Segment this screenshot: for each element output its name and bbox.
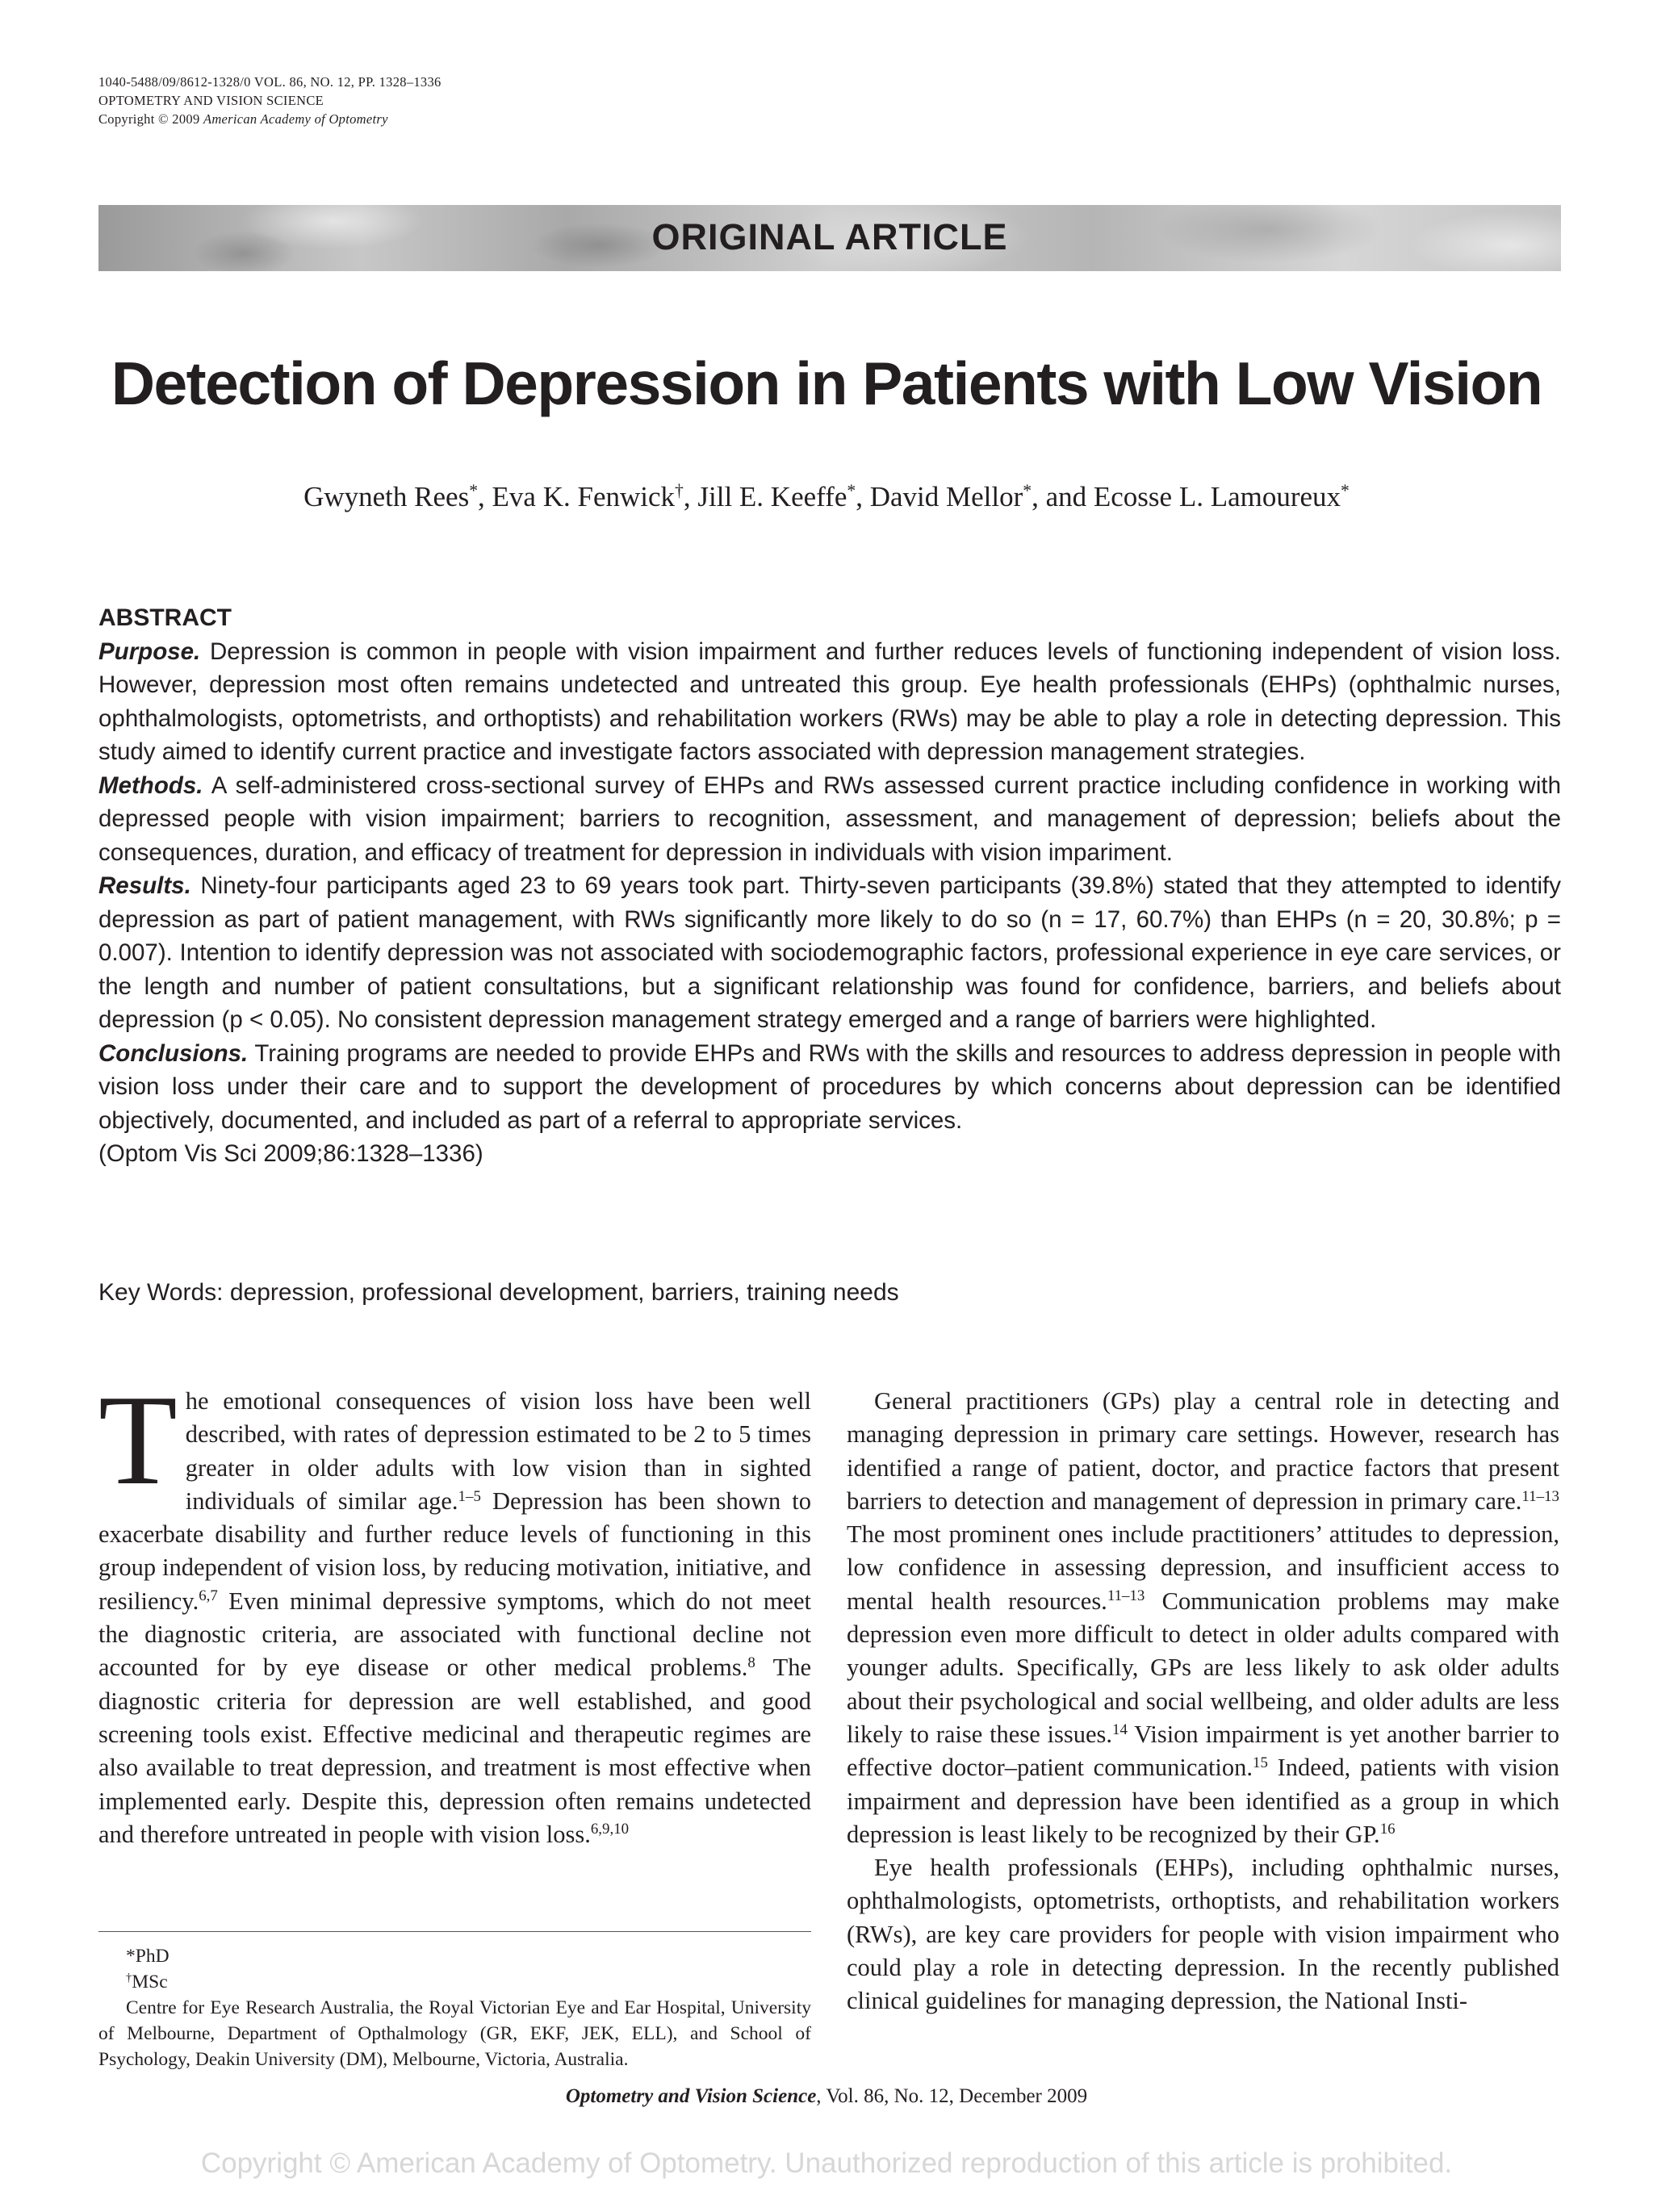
author-name: Gwyneth Rees [303, 481, 470, 512]
body-text: he emotional consequences of vision loss have been well described, with rates of depression estimated to be 2 to 5 times greater in older adults with low vision than in sighted individuals of similar age. [185, 1387, 811, 1515]
conclusions-text: Training programs are needed to provide EHPs and RWs with the skills and resources to address depression in people with vision loss under their care and to support the development of procedures by which concerns about depression can be identified objectively, documented, and included as part of a referral to appropriate services. [98, 1039, 1561, 1134]
citation-ref: 11–13 [1107, 1587, 1145, 1605]
author-separator: , [856, 481, 870, 512]
journal-header [98, 73, 441, 128]
body-text: The most prominent ones include practitioners’ attitudes to depression, low confidence in assessing depression, and insufficient access to mental health resources. [847, 1520, 1559, 1615]
citation-ref: 15 [1253, 1754, 1268, 1771]
author-name: Eva K. Fenwick [492, 481, 676, 512]
purpose-label: Purpose. [98, 638, 201, 665]
author-name: Jill E. Keeffe [697, 481, 847, 512]
author-separator: , [478, 481, 492, 512]
author-separator: , [683, 481, 698, 512]
author-list [0, 481, 1653, 513]
citation-ref: 14 [1112, 1721, 1128, 1738]
body-column-left [98, 1368, 811, 1851]
conclusions-label: Conclusions. [98, 1039, 249, 1067]
results-text: Ninety-four participants aged 23 to 69 years took part. Thirty-seven participants (39.8%) stated that they attempted to identify depression as part of patient management, with RWs significantly more likely to do so (n = 17, 60.7%) than EHPs (n = 20, 30.8%; p = 0.007). Intention to identify depression was not associated with sociodemographic factors, professional experience in eye care services, or the length and number of patient consultations, but a significant relationship was found for confidence, barriers, and beliefs about depression (p < 0.05). No consistent depression management strategy emerged and a range of barriers were highlighted. [98, 872, 1561, 1033]
journal-name-line: OPTOMETRY AND VISION SCIENCE [98, 93, 324, 108]
footer-journal: Optometry and Vision Science [565, 2085, 817, 2107]
footnote-text: MSc [132, 1972, 168, 1992]
body-text: Communication problems may make depression even more difficult to detect in older adults compared with younger adults. Specifically, GPs are less likely to ask older adults about their psychological and social wellbeing, and older adults are less likely to raise these issues. [847, 1587, 1559, 1748]
author-affiliation-mark: * [469, 481, 479, 501]
article-type-label: ORIGINAL ARTICLE [651, 216, 1008, 257]
methods-label: Methods. [98, 771, 203, 799]
body-text: Indeed, patients with vision impairment and depression have been identified as a group in which depression is least likely to be recognized by their GP. [847, 1754, 1559, 1848]
citation-ref: 8 [747, 1654, 755, 1671]
issn-line: 1040-5488/09/8612-1328/0 VOL. 86, NO. 12, PP. 1328–1336 [98, 74, 441, 90]
footnote-degree: *PhD [126, 1946, 169, 1967]
citation-ref: 6,7 [199, 1587, 218, 1605]
body-column-right [847, 1385, 1559, 2018]
footnote-divider [98, 1931, 811, 1932]
body-text: Even minimal depressive symptoms, which do not meet the diagnostic criteria, are associated with functional decline not accounted for by eye disease or other medical problems. [98, 1587, 811, 1682]
abstract-conclusions [98, 1037, 1561, 1138]
footnote-degree [98, 1969, 811, 1995]
footer-issue: , Vol. 86, No. 12, December 2009 [816, 2085, 1088, 2107]
author-affiliation-mark: * [847, 481, 856, 501]
copyright-holder: American Academy of Optometry [203, 111, 388, 127]
keywords: Key Words: depression, professional development, barriers, training needs [98, 1279, 899, 1306]
citation-ref: 1–5 [458, 1487, 481, 1505]
body-paragraph: Eye health professionals (EHPs), including ophthalmic nurses, ophthalmologists, optometrists, orthoptists, and rehabilitation workers (RWs), are key care providers for people with vision impairment who could play a role in detecting depression. In the recently published clinical guidelines for managing depression, the National Insti- [847, 1854, 1559, 2015]
body-text: The diagnostic criteria for depression are well established, and good screening tools exist. Effective medicinal and therapeutic regimes are also available to treat depression, and treatment is most effective when implemented early. Despite this, depression often remains undetected and therefore untreated in people with vision loss. [98, 1654, 811, 1848]
body-text: Vision impairment is yet another barrier to effective doctor–patient communication. [847, 1720, 1559, 1782]
abstract-citation: (Optom Vis Sci 2009;86:1328–1336) [98, 1140, 483, 1167]
methods-text: A self-administered cross-sectional survey of EHPs and RWs assessed current practice including confidence in working with depressed people with vision impairment; barriers to recognition, assessment, and management of depression; beliefs about the consequences, duration, and efficacy of treatment for depression in individuals with vision impariment. [98, 771, 1561, 866]
citation-ref: 6,9,10 [590, 1821, 630, 1838]
author-affiliation-mark: * [1341, 481, 1350, 501]
footnote-affiliation: Centre for Eye Research Australia, the Royal Victorian Eye and Ear Hospital, University of Melbourne, Department of Opthalmology (GR, EKF, JEK, ELL), and School of Psychology, Deakin University (DM), Melbourne, Victoria, Australia. [98, 1997, 811, 2070]
author-name: Ecosse L. Lamoureux [1093, 481, 1341, 512]
page-footer [0, 2085, 1653, 2108]
abstract [98, 601, 1561, 1171]
copyright-prefix: Copyright © 2009 [98, 111, 203, 127]
body-text: General practitioners (GPs) play a central role in detecting and managing depression in primary care settings. However, research has identified a range of patient, doctor, and practice factors that present barriers to detection and management of depression in primary care. [847, 1387, 1559, 1515]
body-paragraph [98, 1368, 811, 1851]
author-separator: , and [1032, 481, 1094, 512]
footnotes [98, 1943, 811, 2072]
results-label: Results. [98, 872, 191, 899]
citation-ref: 16 [1379, 1821, 1396, 1838]
abstract-heading: ABSTRACT [98, 604, 232, 631]
copyright-watermark: Copyright © American Academy of Optometry. Unauthorized reproduction of this article is prohibited. [200, 2147, 1453, 2179]
abstract-results [98, 869, 1561, 1037]
article-type-banner [98, 205, 1561, 271]
copyright-line [98, 110, 441, 128]
drop-cap: T [98, 1368, 178, 1512]
body-text: Depression has been shown to exacerbate disability and further reduce levels of functioning in this group independent of vision loss, by reducing motivation, initiative, and resiliency. [98, 1487, 811, 1615]
purpose-text: Depression is common in people with vision impairment and further reduces levels of functioning independent of vision loss. However, depression most often remains undetected and untreated this group. Eye health professionals (EHPs) (ophthalmic nurses, ophthalmologists, optometrists, and orthoptists) and rehabilitation workers (RWs) may be able to play a role in detecting depression. This study aimed to identify current practice and investigate factors associated with depression management strategies. [98, 638, 1562, 765]
author-name: David Mellor [869, 481, 1023, 512]
abstract-purpose [98, 635, 1561, 769]
abstract-methods [98, 769, 1561, 870]
footnote-mark: † [126, 1972, 132, 1984]
citation-ref: 11–13 [1521, 1487, 1559, 1505]
article-title: Detection of Depression in Patients with Low Vision [111, 349, 1542, 417]
author-affiliation-mark: * [1023, 481, 1032, 501]
author-affiliation-mark: † [675, 481, 684, 501]
body-paragraph [847, 1385, 1559, 1851]
